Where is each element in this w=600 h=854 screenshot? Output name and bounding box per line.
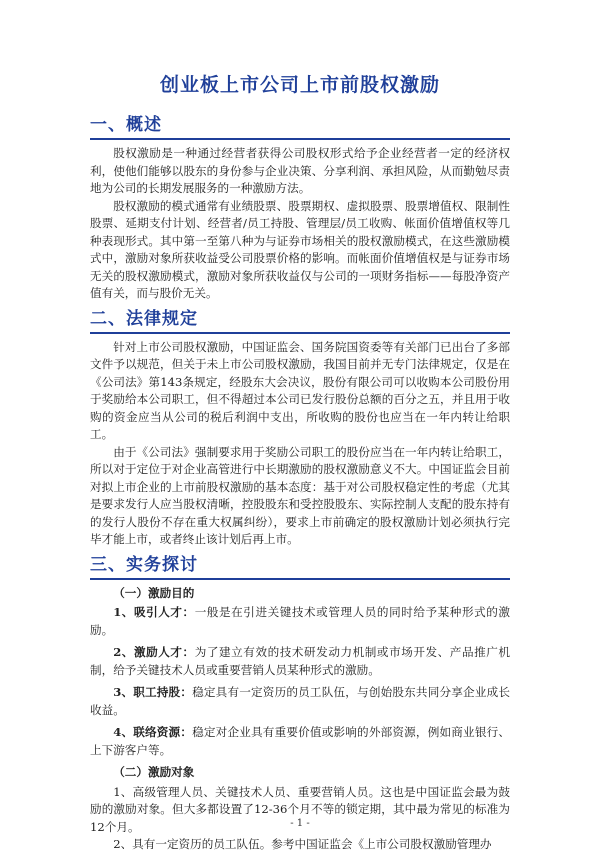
- section-heading: 二、法律规定: [90, 308, 198, 329]
- paragraph: 股权激励的模式通常有业绩股票、股票期权、虚拟股票、股票增值权、限制性股票、延期支付计划、经营者/员工持股、管理层/员工收购、帐面价值增值权等几种表现形式。其中第一至第八种为与证券市场相关的股权激励模式，在这些激励模式中，激励对象所获收益受公司股票价格的影响。而帐面价值增值权是与证券市场无关的股权激励模式，激励对象所获收益仅与公司的一项财务指标——每股净资产值有关，而与股价无关。: [90, 198, 510, 300]
- section-divider: [90, 332, 510, 334]
- section-overview: [90, 113, 510, 303]
- subsection-heading: （二）激励对象: [113, 765, 195, 779]
- paragraph: 由于《公司法》强制要求用于奖励公司职工的股份应当在一年内转让给职工，所以对于定位于对企业高管进行中长期激励的股权激励意义不大。中国证监会目前对拟上市企业的上市前股权激励的基本态度：基于对公司股权稳定性的考虑（尤其是要求发行人应当股权清晰，控股股东和受控股股东、实际控制人支配的股东持有的发行人股份不存在重大权属纠纷），要求上市前确定的股权激励计划必须执行完毕才能上市，或者终止该计划后再上市。: [90, 444, 510, 546]
- page-number: - 1 -: [290, 818, 310, 829]
- item-text: 为了建立有效的技术研发动力机制或市场开发、产品推广机制，给予关键技术人员或重要营销人员某种形式的激励。: [90, 645, 510, 677]
- item-lead: 1、吸引人才：: [113, 605, 195, 619]
- list-item: [90, 644, 510, 679]
- section-divider: [90, 578, 510, 580]
- item-text: 一般是在引进关键技术或管理人员的同时给予某种形式的激励。: [90, 605, 510, 637]
- section-heading: 三、实务探讨: [90, 554, 198, 575]
- section-legal: [90, 307, 510, 549]
- list-item: [90, 684, 510, 719]
- list-item: [90, 724, 510, 759]
- paragraph: 2、具有一定资历的员工队伍。参考中国证监会《上市公司股权激励管理办: [113, 837, 492, 851]
- paragraph: 1、高级管理人员、关键技术人员、重要营销人员。这也是中国证监会最为鼓励的激励对象。但大多都设置了12-36个月不等的锁定期，其中最为常见的标准为12个月。: [90, 784, 510, 834]
- subsection-heading: （一）激励目的: [113, 585, 195, 600]
- section-heading: 一、概述: [90, 115, 162, 135]
- item-lead: 2、激励人才：: [113, 645, 195, 659]
- paragraph: 股权激励是一种通过经营者获得公司股权形式给予企业经营者一定的经济权利，使他们能够以股东的身份参与企业决策、分享利润、承担风险，从而勤勉尽责地为公司的长期发展服务的一种激励方法。: [90, 146, 510, 195]
- item-text: 稳定对企业具有重要价值或影响的外部资源，例如商业银行、上下游客户等。: [90, 725, 510, 757]
- paragraph: 针对上市公司股权激励，中国证监会、国务院国资委等有关部门已出台了多部文件予以规范，但关于未上市公司股权激励，我国目前并无专门法律规定，仅是在《公司法》第143条规定，经股东大会决议，股份有限公司可以收购本公司股份用于奖励给本公司职工，但不得超过本公司已发行股份总额的百分之五，并且用于收购的资金应当从公司的税后利润中支出，所收购的股份也应当在一年内转让给职工。: [90, 339, 510, 441]
- item-lead: 4、联络资源：: [113, 725, 193, 739]
- item-lead: 3、职工持股：: [113, 685, 193, 699]
- section-divider: [90, 138, 510, 140]
- item-text: 稳定具有一定资历的员工队伍，与创始股东共同分享企业成长收益。: [90, 685, 510, 717]
- list-item: [90, 604, 510, 639]
- section-practice: [90, 553, 510, 854]
- document-title: 创业板上市公司上市前股权激励: [159, 74, 440, 96]
